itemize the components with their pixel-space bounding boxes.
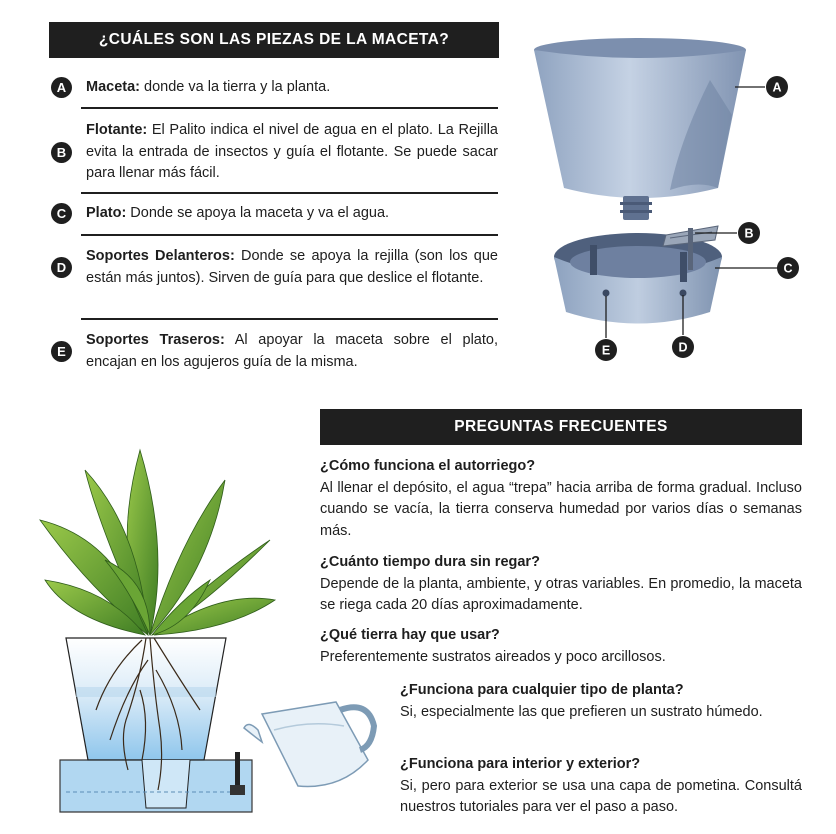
faq-question: ¿Qué tierra hay que usar? (320, 627, 500, 643)
part-desc-e: Al apoyar la maceta sobre el plato, encajan en los agujeros guía de la misma. (86, 332, 498, 370)
part-badge-e: E (51, 341, 72, 362)
part-badge-d: D (51, 257, 72, 278)
pitcher-illustration (240, 690, 380, 800)
plant-leaves (40, 450, 275, 635)
callout-badge-d (672, 336, 694, 358)
callout-badge-e (595, 339, 617, 361)
part-badge-b: B (51, 142, 72, 163)
part-badge-c: C (51, 203, 72, 224)
faq-item (320, 456, 802, 542)
callout-badge-b (738, 222, 760, 244)
part-item-d (51, 246, 498, 289)
part-name-b: Flotante: (86, 122, 148, 138)
part-item-a (51, 77, 498, 99)
svg-text:E: E (601, 343, 611, 358)
pot-body (534, 38, 746, 220)
part-desc-c: Donde se apoya la maceta y va el agua. (126, 205, 390, 221)
callout-badge-c (777, 257, 799, 279)
divider (81, 107, 498, 109)
faq-question: ¿Funciona para cualquier tipo de planta? (400, 682, 684, 698)
faq-question: ¿Cómo funciona el autorriego? (320, 458, 536, 474)
faq-question: ¿Funciona para interior y exterior? (400, 756, 641, 772)
part-item-c (51, 203, 498, 225)
faq-item (320, 625, 802, 668)
svg-text:B: B (744, 226, 754, 241)
faq-item (400, 680, 802, 723)
callout-badge-a (766, 76, 788, 98)
divider (81, 318, 498, 320)
faq-answer: Depende de la planta, ambiente, y otras variables. En promedio, la maceta se riega cada 20 días aproximadamente. (320, 575, 802, 613)
part-desc-a: donde va la tierra y la planta. (140, 79, 331, 95)
divider (81, 234, 498, 236)
part-name-c: Plato: (86, 205, 127, 221)
dish-body (554, 233, 722, 324)
part-item-b (51, 120, 498, 185)
faq-answer: Al llenar el depósito, el agua “trepa” hacia arriba de forma gradual. Incluso cuando se vacía, la tierra conserva humedad por varios días o semanas más. (320, 479, 802, 539)
faq-item (320, 552, 802, 617)
svg-text:C: C (783, 261, 793, 276)
water-pitcher (244, 702, 374, 786)
part-desc-b: El Palito indica el nivel de agua en el plato. La Rejilla evita la entrada de insectos y guía el flotante. Se puede sacar para llenar más fácil. (86, 122, 498, 181)
faq-question: ¿Cuánto tiempo dura sin regar? (320, 554, 540, 570)
faq-answer: Preferentemente sustratos aireados y poco arcillosos. (320, 648, 666, 665)
part-badge-a: A (51, 77, 72, 98)
divider (81, 192, 498, 194)
part-desc-d: Donde se apoya la rejilla (son los que están más juntos). Sirven de guía para que deslice el flotante. (86, 248, 498, 286)
svg-text:D: D (678, 340, 688, 355)
faq-section-title: PREGUNTAS FRECUENTES (320, 409, 802, 445)
svg-text:A: A (772, 80, 782, 95)
faq-item (400, 754, 802, 819)
part-name-a: Maceta: (86, 79, 140, 95)
part-name-d: Soportes Delanteros: (86, 248, 235, 264)
faq-answer: Si, especialmente las que prefieren un sustrato húmedo. (400, 703, 763, 720)
parts-section-title: ¿CUÁLES SON LAS PIEZAS DE LA MACETA? (49, 22, 499, 58)
part-item-e (51, 330, 498, 373)
part-name-e: Soportes Traseros: (86, 332, 225, 348)
self-watering-pot (60, 638, 252, 812)
faq-answer: Si, pero para exterior se usa una capa de pometina. Consultá nuestros tutoriales para ver el paso a paso. (400, 777, 802, 815)
pot-exploded-diagram (520, 30, 820, 375)
